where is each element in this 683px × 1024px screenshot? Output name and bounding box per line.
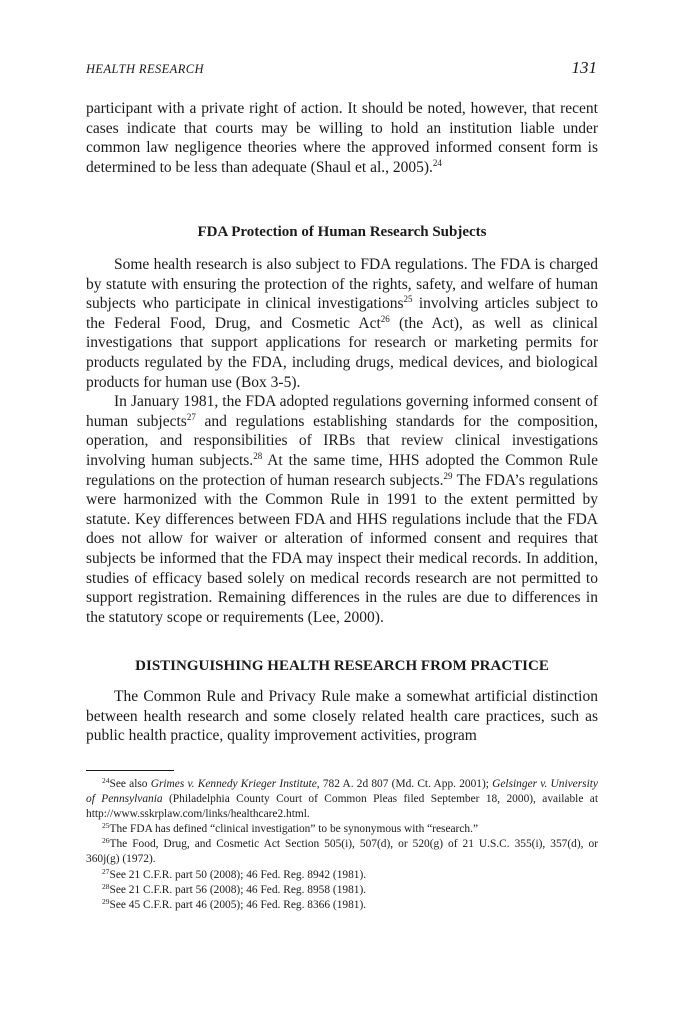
paragraph-text: involving articles subject to the Federal Food, Drug, and Cosmetic Act	[86, 295, 599, 332]
paragraph-text: The FDA’s regulations were harmonized with the Common Rule in 1991 to the extent permitted by statute. Key differences between FDA and HHS regulations include that the FDA does not allow for waiver or alteration of informed consent and requires that subjects be informed that the FDA may inspect their medical records. In addition, studies of efficacy based solely on medical records research are not permitted to support registration. Remaining differences in the rules are due to differences in the statutory scope or requirements (Lee, 2000).	[86, 471, 598, 626]
paragraph-text: In January 1981, the FDA adopted regulations governing informed consent of human subjects	[86, 393, 598, 430]
footnote-26: $^{26}$The Food, Drug, and Cosmetic Act Section 505(i), 507(d), or 520(g) of 21 U.S.C. 355(i), 357(d), or 360j(g) (1972).	[86, 836, 598, 866]
footnotes	[86, 777, 598, 913]
paragraph-fda-regulations	[86, 255, 598, 627]
paragraph-text: (the Act), as well as clinical investigations that support applications for research or marketing permits for products regulated by the FDA, including drugs, medical devices, and biological products for human use (Box 3-5).	[86, 314, 598, 391]
paragraph-continued	[86, 99, 598, 177]
paragraph-text: At the same time, HHS adopted the Common Rule regulations on the protection of human research subjects.	[86, 451, 598, 489]
paragraph-common-rule: The Common Rule and Privacy Rule make a somewhat artificial distinction between health research and some closely related health care practices, such as public health practice, quality improvement activities, program	[86, 688, 598, 745]
footnote-25: $^{25}$The FDA has defined “clinical investigation” to be synonymous with “research.”	[102, 821, 479, 836]
paragraph-text: Some health research is also subject to FDA regulations. The FDA is charged by statute with ensuring the protection of the rights, safety, and welfare of human subjects who participate in clinical investigations	[86, 256, 598, 313]
paragraph-text: participant with a private right of action. It should be noted, however, that recent cases indicate that courts may be willing to hold an institution liable under common law negligence theories where the approved informed consent form is determined to be less than adequate (Shaul et al., 2005).	[86, 100, 598, 176]
footnote-27: $^{27}$See 21 C.F.R. part 50 (2008); 46 Fed. Reg. 8942 (1981).	[102, 866, 367, 881]
footnote-divider	[86, 770, 174, 771]
footnote-ref-28: 28	[253, 450, 263, 461]
footnote-ref-24: 24	[432, 157, 442, 168]
paragraph-text: and regulations establishing standards for the composition, operation, and responsibilities of IRBs that review clinical investigations involving human subjects.	[86, 412, 598, 469]
section-heading-distinguishing: DISTINGUISHING HEALTH RESEARCH FROM PRACTICE	[135, 658, 549, 674]
footnote-29: $^{29}$See 45 C.F.R. part 46 (2005); 46 Fed. Reg. 8366 (1981).	[102, 896, 367, 911]
footnote-ref-27: 27	[186, 411, 196, 422]
footnote-28: $^{28}$See 21 C.F.R. part 56 (2008); 46 Fed. Reg. 8958 (1981).	[102, 881, 367, 896]
running-head	[86, 58, 597, 80]
footnote-ref-29: 29	[443, 470, 453, 481]
section-heading-fda: FDA Protection of Human Research Subjects	[197, 224, 487, 240]
footnote-ref-26: 26	[380, 313, 390, 324]
footnote-24: $^{24}$See also Grimes v. Kennedy Krieger Institute, 782 A. 2d 807 (Md. Ct. App. 2001); Gelsinger v. University of Pennsylvania (Philadelphia County Court of Common Pleas filed September 18, 2000), available at http://www.sskrplaw.com/links/healthcare2.html.	[86, 776, 599, 821]
page-number: 131	[571, 58, 597, 77]
running-head-title: HEALTH RESEARCH	[86, 62, 204, 76]
footnote-ref-25: 25	[403, 294, 413, 305]
